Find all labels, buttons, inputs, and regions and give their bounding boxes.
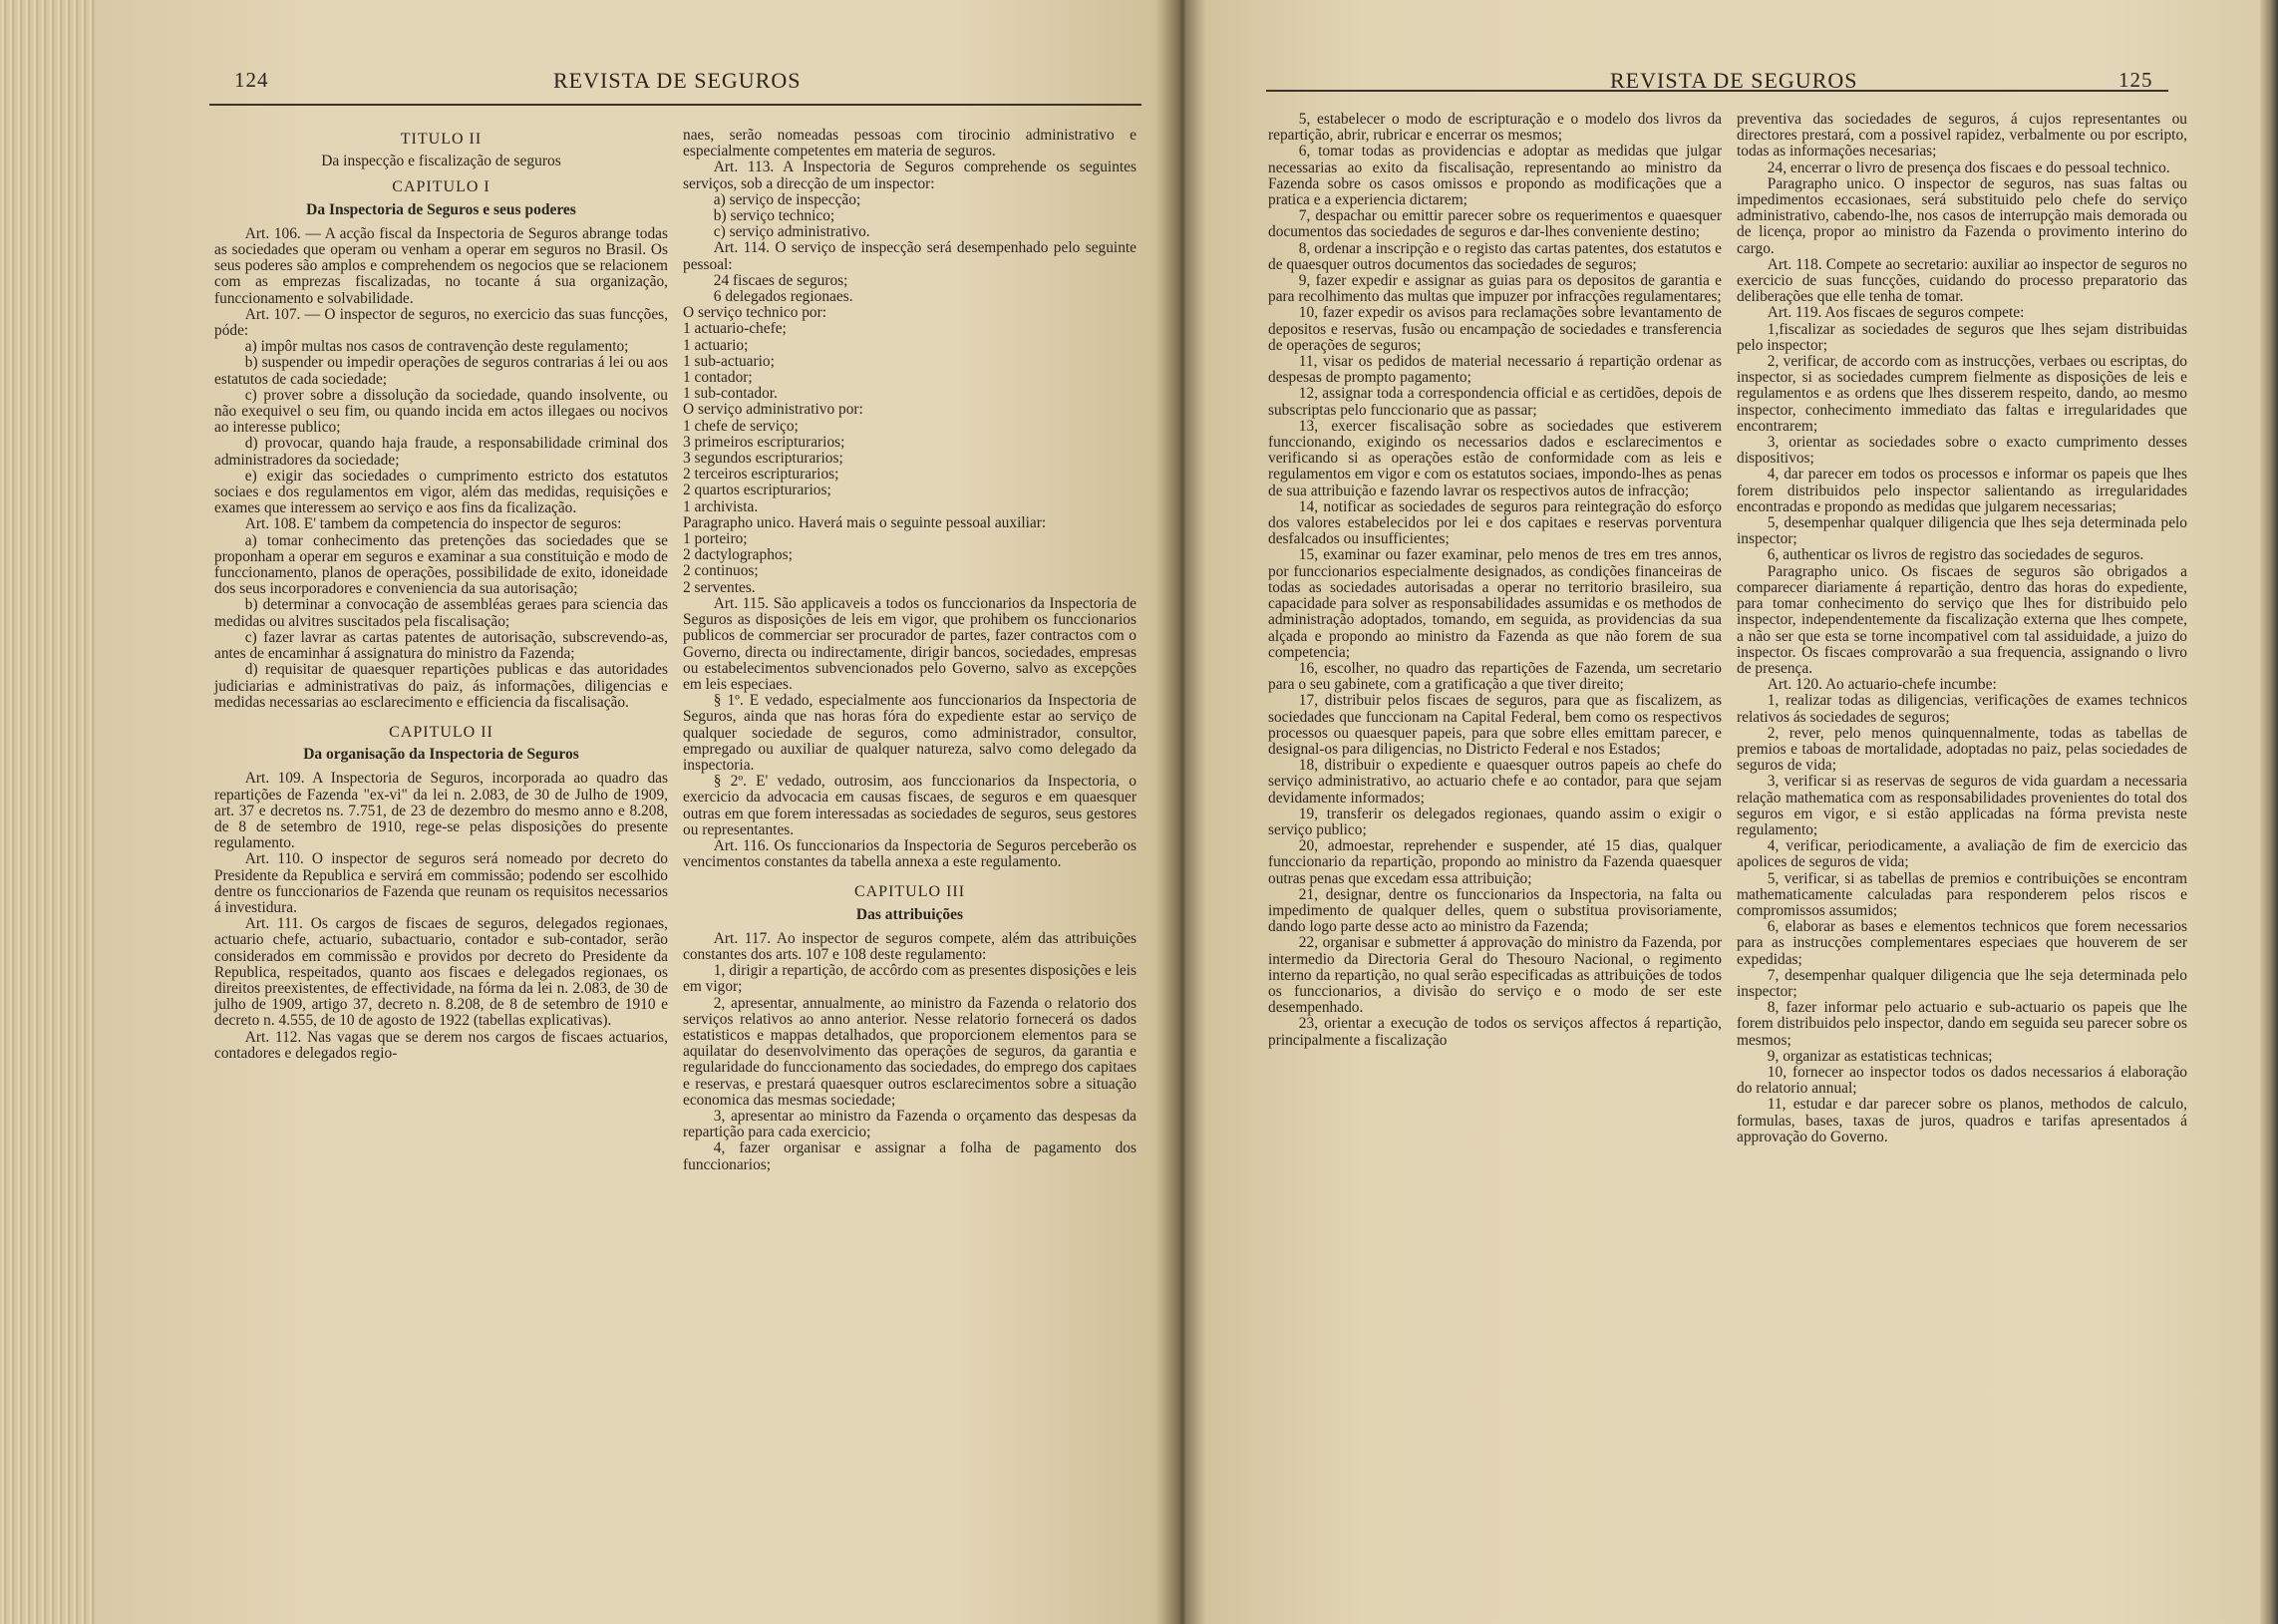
paragraph: a) serviço de inspecção; xyxy=(713,190,861,208)
paragraph: 11, estudar e dar parecer sobre os planos, methodos de calculo, formulas, bases, taxas de juros, quadros e tarifas apresentados á approvação do Governo. xyxy=(1737,1096,2187,1145)
paragraph: b) serviço technico; xyxy=(713,207,835,225)
paragraph: 4, verificar, periodicamente, a avaliação de fim de exercicio das apolices de seguros de vida; xyxy=(1737,837,2187,871)
paragraph: Art. 110. O inspector de seguros será nomeado por decreto do Presidente da Republica e servirá em commissão; podendo ser escolhido dentre os funccionarios de Fazenda que reunam os requisitos necessarios á investidura. xyxy=(214,850,668,916)
paragraph: 1 chefe de serviço; xyxy=(683,417,799,435)
paragraph: Art. 116. Os funccionarios da Inspectoria de Seguros perceberão os vencimentos constantes da tabella annexa a este regulamento. xyxy=(683,836,1137,871)
paragraph: 11, visar os pedidos de material necessario á repartição ordenar as despesas de prompto pagamento; xyxy=(1268,353,1722,387)
paragraph: c) prover sobre a dissolução da sociedade, quando insolvente, ou não exequivel o seu fim, ou quando incida em actos illegaes ou nocivos ao interesse publico; xyxy=(214,386,668,437)
paragraph: 2, verificar, de accordo com as instrucções, verbaes ou escriptas, do inspector, si as sociedades cumprem fielmente as disposições de leis e regulamentos e as ordens que lhes disserem respeito, dando, ao mesmo inspector, conhecimento immediato das faltas e irregularidades que encontrarem; xyxy=(1737,353,2187,435)
page-edges-right xyxy=(2260,0,2278,1624)
paragraph: Art. 108. E' tambem da competencia do inspector de seguros: xyxy=(244,515,622,533)
paragraph: c) serviço administrativo. xyxy=(713,223,870,241)
page-edges-left xyxy=(0,0,95,1624)
paragraph: 2, rever, pelo menos quinquennalmente, todas as tabellas de premios e taboas de mortalidade, adoptadas no paiz, pelas sociedades de seguros de vida; xyxy=(1737,724,2187,775)
section-heading: Da Inspectoria de Seguros e seus poderes xyxy=(306,200,576,218)
paragraph: 10, fornecer ao inspector todos os dados necessarios á elaboração do relatorio annual; xyxy=(1737,1063,2187,1098)
paragraph: O serviço technico por: xyxy=(683,304,827,322)
paragraph: 20, admoestar, reprehender e suspender, até 15 dias, qualquer funccionario da repartição, propondo ao ministro da Fazenda quaesquer outras penas que excedam essa attribuição; xyxy=(1268,837,1722,887)
paragraph: Art. 120. Ao actuario-chefe incumbe: xyxy=(1767,676,1997,694)
paragraph: 8, ordenar a inscripção e o registo das cartas patentes, dos estatutos e de quaesquer outros documentos das sociedades de seguros; xyxy=(1268,239,1722,273)
paragraph: 16, escolher, no quadro das repartições de Fazenda, um secretario para o seu gabinete, com a gratificação a que tiver direito; xyxy=(1268,659,1722,694)
paragraph: 2 serventes. xyxy=(683,578,756,596)
paragraph: a) impôr multas nos casos de contravenção deste regulamento; xyxy=(244,338,629,356)
paragraph: Paragrapho unico. Os fiscaes de seguros são obrigados a comparecer diariamente á repartição, dentro das horas do expediente, para tomar conhecimento do serviço que lhes for distribuido pelo inspector, independentemente da fiscalização externa que lhes compete, a não ser que esta se torne incompativel com tal assiduidade, a juizo do inspector. Os fiscaes comprovarão a sua frequencia, assignando o livro de presença. xyxy=(1737,562,2187,677)
paragraph: 4, dar parecer em todos os processos e informar os papeis que lhes forem distribuidos pelo inspector salientando as irregularidades encontradas e propondo as medidas que julgarem necessarias; xyxy=(1737,466,2187,515)
paragraph: 10, fazer expedir os avisos para reclamações sobre levantamento de depositos e reservas, fusão ou encampação de sociedades e transferencia de operações de seguros; xyxy=(1268,304,1722,354)
paragraph: 12, assignar toda a correspondencia official e as certidões, depois de subscriptas pelo funccionario que as passar; xyxy=(1268,385,1722,419)
paragraph: 4, fazer organisar e assignar a folha de pagamento dos funccionarios; xyxy=(683,1139,1137,1173)
paragraph: 5, estabelecer o modo de escripturação e o modelo dos livros da repartição, abrir, rubricar e encerrar os mesmos; xyxy=(1268,111,1722,145)
page-number: 125 xyxy=(2118,68,2153,92)
paragraph: Art. 111. Os cargos de fiscaes de seguros, delegados regionaes, actuario chefe, actuario, subactuario, contador e sub-contador, serão considerados em commissão e providos por decreto do Presidente da Republica, respeitados, quanto aos fiscaes e delegados regionaes, os direitos preexistentes, de effectividade, na fórma da lei n. 2.083, de 30 de julho de 1909, artigo 37, decreto n. 8.208, de 8 de setembro de 1910 e decreto n. 4.555, de 10 de agosto de 1922 (tabellas explicativas). xyxy=(214,915,668,1030)
left-page-column-1 xyxy=(214,128,668,1062)
header-rule xyxy=(1266,90,2168,92)
paragraph: 17, distribuir pelos fiscaes de seguros, para que as fiscalizem, as sociedades que funccionam na Capital Federal, bem como os respectivos processos ou quaesquer papeis, para que sobre elles emittam parecer, e designal-os para diligencias, no Districto Federal e nos Estados; xyxy=(1268,692,1722,758)
paragraph: 6, elaborar as bases e elementos technicos que forem necessarios para as instrucções complementares especiaes que houverem de ser expedidas; xyxy=(1737,918,2187,968)
right-page-column-1 xyxy=(1268,112,1722,1049)
paragraph: 6, tomar todas as providencias e adoptar as medidas que julgar necessarias ao exito da fiscalisação, representando ao ministro da Fazenda sobre os casos omissos e propondo as modificações que a pratica e a experiencia dictarem; xyxy=(1268,143,1722,209)
paragraph: 2, apresentar, annualmente, ao ministro da Fazenda o relatorio dos serviços relativos ao anno anterior. Nesse relatorio fornecerá os dados estatisticos e mappas detalhados, que proporcionem elementos para se aquilatar do desenvolvimento das operações de seguros, da garantia e regularidade do funccionamento das sociedades, do emprego dos capitaes e reservas, e prestará quaesquer outros esclarecimentos sobre a situação economica das mesmas sociedade; xyxy=(683,994,1137,1109)
left-page-header xyxy=(95,68,1156,102)
section-heading: Das attribuições xyxy=(855,905,964,923)
running-title: REVISTA DE SEGUROS xyxy=(1610,68,1858,93)
paragraph: 24 fiscaes de seguros; xyxy=(713,271,848,289)
paragraph: 8, fazer informar pelo actuario e sub-actuario os papeis que lhe forem distribuidos pelo inspector, dando em seguida seu parecer sobre os mesmos; xyxy=(1737,999,2187,1049)
paragraph: Art. 119. Aos fiscaes de seguros compete: xyxy=(1767,304,2025,322)
paragraph: Art. 113. A Inspectoria de Seguros comprehende os seguintes serviços, sob a direcção de um inspector: xyxy=(683,159,1137,192)
paragraph: 1 sub-contador. xyxy=(683,385,778,403)
paragraph: 13, exercer fiscalisação sobre as sociedades que estiverem funccionando, exigindo os necessarios dados e esclarecimentos e verificando si as operações estão de conformidade com as leis e regulamentos em vigor e com os estatutos sociaes, impondo-lhes as penas de sua attribuição e fazendo lavrar os respectivos autos de infracção; xyxy=(1268,417,1722,499)
paragraph: c) fazer lavrar as cartas patentes de autorisação, subscrevendo-as, antes de encaminhar á assignatura do ministro da Fazenda; xyxy=(214,628,668,663)
paragraph: 1, dirigir a repartição, de accôrdo com as presentes disposições e leis em vigor; xyxy=(683,962,1137,996)
paragraph: Paragrapho unico. O inspector de seguros, nas suas faltas ou impedimentos eccasionaes, será substituido pelo chefe do serviço administrativo, cabendo-lhe, nos casos de interrupção mais demorada ou de licença, propor ao ministro da Fazenda o provimento interino do cargo. xyxy=(1737,174,2187,257)
paragraph: Paragrapho unico. Haverá mais o seguinte pessoal auxiliar: xyxy=(683,513,1047,531)
paragraph: 22, organisar e submetter á approvação do ministro da Fazenda, por intermedio da Directoria Geral do Thesouro Nacional, o regimento interno da repartição, no qual serão especificadas as attribuições de todos os funccionarios, a divisão do serviço e o modo de ser este desempenhado. xyxy=(1268,934,1722,1017)
spacer xyxy=(683,870,1137,880)
paragraph: 14, notificar as sociedades de seguros para reintegração do esforço dos valores estabelecidos por lei e dos capitaes e reservas porventura desfalcados ou insufficientes; xyxy=(1268,497,1722,548)
paragraph: 5, verificar, si as tabellas de premios e contribuições se encontram mathematicamente calculadas para responderem pelos riscos e compromissos assumidos; xyxy=(1737,869,2187,919)
paragraph: 2 quartos escripturarios; xyxy=(683,482,831,499)
paragraph: 2 dactylographos; xyxy=(683,546,793,564)
header-rule xyxy=(209,104,1141,106)
right-page xyxy=(1206,0,2260,1624)
chapter-heading: CAPITULO II xyxy=(389,723,493,741)
paragraph: 15, examinar ou fazer examinar, pelo menos de tres em tres annos, por funccionarios especialmente designados, as condições financeiras de todas as sociedades autorisadas a operar no territorio brasileiro, sua capacidade para solver as responsabilidades assumidas e os methodos de administração adoptados, tomando, em seguida, as providencias da sua alçada e propondo ao ministro da Fazenda as que não forem de sua competencia; xyxy=(1268,546,1722,661)
left-page-column-2 xyxy=(683,128,1137,1173)
paragraph: 2 continuos; xyxy=(683,562,759,580)
paragraph: a) tomar conhecimento das pretenções das sociedades que se proponham a operar em seguros e examinar a sua constituição e modo de funccionamento, planos de operações, possibilidade de exito, idoneidade dos seus incorporadores e conveniencia da sua autorisação; xyxy=(214,531,668,598)
paragraph: preventiva das sociedades de seguros, á cujos representantes ou directores prestará, com a possivel rapidez, verbalmente ou por escripto, todas as informações necesarias; xyxy=(1737,111,2187,161)
paragraph: § 2º. E' vedado, outrosim, aos funccionarios da Inspectoria, o exercicio da advocacia em causas fiscaes, de seguros e em quaesquer outras em que forem interessadas as sociedades de seguros, seus gestores ou representantes. xyxy=(683,773,1137,838)
paragraph: d) provocar, quando haja fraude, a responsabilidade criminal dos administradores da sociedade; xyxy=(214,435,668,469)
paragraph: 1 actuario; xyxy=(683,336,749,354)
paragraph: 6 delegados regionaes. xyxy=(713,288,853,306)
paragraph: 7, desempenhar qualquer diligencia que lhe seja determinada pelo inspector; xyxy=(1737,966,2187,1000)
paragraph: Art. 114. O serviço de inspecção será desempenhado pelo seguinte pessoal: xyxy=(683,239,1137,273)
paragraph: O serviço administrativo por: xyxy=(683,401,863,419)
right-page-header xyxy=(1206,68,2260,102)
paragraph: e) exigir das sociedades o cumprimento estricto dos estatutos sociaes e dos regulamentos em vigor, além das medidas, requisições e exames que interessem ao serviço e aos fins da ficalização. xyxy=(214,467,668,517)
paragraph: 2 terceiros escripturarios; xyxy=(683,466,839,484)
paragraph: 19, transferir os delegados regionaes, quando assim o exigir o serviço publico; xyxy=(1268,805,1722,838)
paragraph: 21, designar, dentre os funccionarios da Inspectoria, na falta ou impedimento de qualquer delles, quem o substitua provisoriamente, dando logo parte desse acto ao ministro da Fazenda; xyxy=(1268,885,1722,936)
paragraph: 3 segundos escripturarios; xyxy=(683,450,843,468)
left-page xyxy=(95,0,1156,1624)
paragraph: 6, authenticar os livros de registro das sociedades de seguros. xyxy=(1767,546,2144,564)
paragraph: 1,fiscalizar as sociedades de seguros que lhes sejam distribuidas pelo inspector; xyxy=(1737,320,2187,354)
paragraph: 1 actuario-chefe; xyxy=(683,320,787,338)
paragraph: 18, distribuir o expediente e quaesquer outros papeis ao chefe do serviço administrativo, ao actuario chefe e ao contador, para que sejam devidamente informados; xyxy=(1268,757,1722,807)
chapter-heading: CAPITULO III xyxy=(853,883,966,901)
paragraph: Art. 118. Compete ao secretario: auxiliar ao inspector de seguros no exercicio de suas funcções, cuidando do processo preparatorio das deliberações que elle tenha de tomar. xyxy=(1737,255,2187,306)
paragraph: Art. 109. A Inspectoria de Seguros, incorporada ao quadro das repartições de Fazenda "ex-vi" da lei n. 2.083, de 30 de Julho de 1909, art. 37 e decretos ns. 7.751, de 23 de dezembro do mesmo anno e 8.208, de 8 de setembro de 1910, rege-se pelas disposições do presente regulamento. xyxy=(214,770,668,852)
running-title: REVISTA DE SEGUROS xyxy=(553,68,802,93)
paragraph: 1 archivista. xyxy=(683,497,759,515)
paragraph: § 1º. E vedado, especialmente aos funccionarios da Inspectoria de Seguros, ainda que nas horas fóra do expediente estar ao serviço de qualquer sociedade de seguros, como administrador, consultor, empregado ou auxiliar de qualquer natureza, salvo como delegado da inspectoria. xyxy=(683,692,1137,774)
paragraph: Art. 115. São applicaveis a todos os funccionarios da Inspectoria de Seguros as disposições de leis em vigor, que prohibem os funccionarios publicos de commerciar ser procurador de partes, fazer contractos com o Governo, directa ou indirectamente, dirigir bancos, sociedades, empresas ou estabelecimentos subvencionados pelo Governo, salvo as excepções em leis especiaes. xyxy=(683,594,1137,693)
paragraph: 3 primeiros escripturarios; xyxy=(683,433,845,451)
paragraph: Art. 112. Nas vagas que se derem nos cargos de fiscaes actuarios, contadores e delegados regio- xyxy=(214,1028,668,1062)
paragraph: 7, despachar ou emittir parecer sobre os requerimentos e quaesquer documentos das sociedades de seguros e dar-lhes conveniente destino; xyxy=(1268,207,1722,241)
section-heading: Da organisação da Inspectoria de Seguros xyxy=(303,746,579,764)
spacer xyxy=(214,711,668,721)
paragraph: Art. 106. — A acção fiscal da Inspectoria de Seguros abrange todas as sociedades que operam ou venham a operar em seguros no Brasil. Os seus poderes são amplos e comprehendem os negocios que se relacionem com as emprezas fiscalizadas, no tocante á sua organização, funccionamento e solvabilidade. xyxy=(214,224,668,307)
page-number: 124 xyxy=(234,68,269,92)
paragraph: d) requisitar de quaesquer repartições publicas e das autoridades judiciarias e administrativas do paiz, ás informações, diligencias e medidas necessarias ao esclarecimento e efficiencia da fiscalisação. xyxy=(214,661,668,711)
paragraph: Art. 117. Ao inspector de seguros compete, além das attribuições constantes dos arts. 107 e 108 deste regulamento: xyxy=(683,929,1137,963)
paragraph: b) suspender ou impedir operações de seguros contrarias á lei ou aos estatutos de cada sociedade; xyxy=(214,354,668,388)
paragraph: 1, realizar todas as diligencias, verificações de exames technicos relativos ás sociedades de seguros; xyxy=(1737,692,2187,726)
paragraph: 1 contador; xyxy=(683,369,753,387)
paragraph: 24, encerrar o livro de presença dos fiscaes e do pessoal technico. xyxy=(1767,159,2170,176)
paragraph: b) determinar a convocação de assembléas geraes para sciencia das medidas ou alvitres suscitados pela fiscalisação; xyxy=(214,596,668,630)
paragraph: naes, serão nomeadas pessoas com tirocinio administrativo e especialmente competentes em materia de seguros. xyxy=(683,127,1137,161)
paragraph: 3, verificar si as reservas de seguros de vida guardam a necessaria relação mathematica com as responsabilidades provenientes do total dos seguros em vigor, e si estão applicadas na fórma prevista neste regulamento; xyxy=(1737,773,2187,838)
paragraph: 9, organizar as estatisticas technicas; xyxy=(1767,1047,1993,1065)
book-gutter xyxy=(1156,0,1206,1624)
paragraph: 5, desempenhar qualquer diligencia que lhes seja determinada pelo inspector; xyxy=(1737,514,2187,548)
paragraph: 3, apresentar ao ministro da Fazenda o orçamento das despesas da repartição para cada exercicio; xyxy=(683,1107,1137,1141)
paragraph: Art. 107. — O inspector de seguros, no exercicio das suas funcções, póde: xyxy=(214,305,668,340)
chapter-heading: TITULO II xyxy=(400,131,483,148)
paragraph: 1 sub-actuario; xyxy=(683,352,775,370)
chapter-heading: CAPITULO I xyxy=(392,178,490,196)
paragraph: 1 porteiro; xyxy=(683,530,748,548)
paragraph: 3, orientar as sociedades sobre o exacto cumprimento desses dispositivos; xyxy=(1737,434,2187,468)
paragraph: 23, orientar a execução de todos os serviços affectos á repartição, principalmente a fiscalização xyxy=(1268,1015,1722,1049)
paragraph: 9, fazer expedir e assignar as guias para os depositos de garantia e para recolhimento das multas que impuzer por infracções regulamentares; xyxy=(1268,272,1722,306)
section-subtitle: Da inspecção e fiscalização de seguros xyxy=(321,153,561,170)
right-page-column-2 xyxy=(1737,112,2187,1145)
